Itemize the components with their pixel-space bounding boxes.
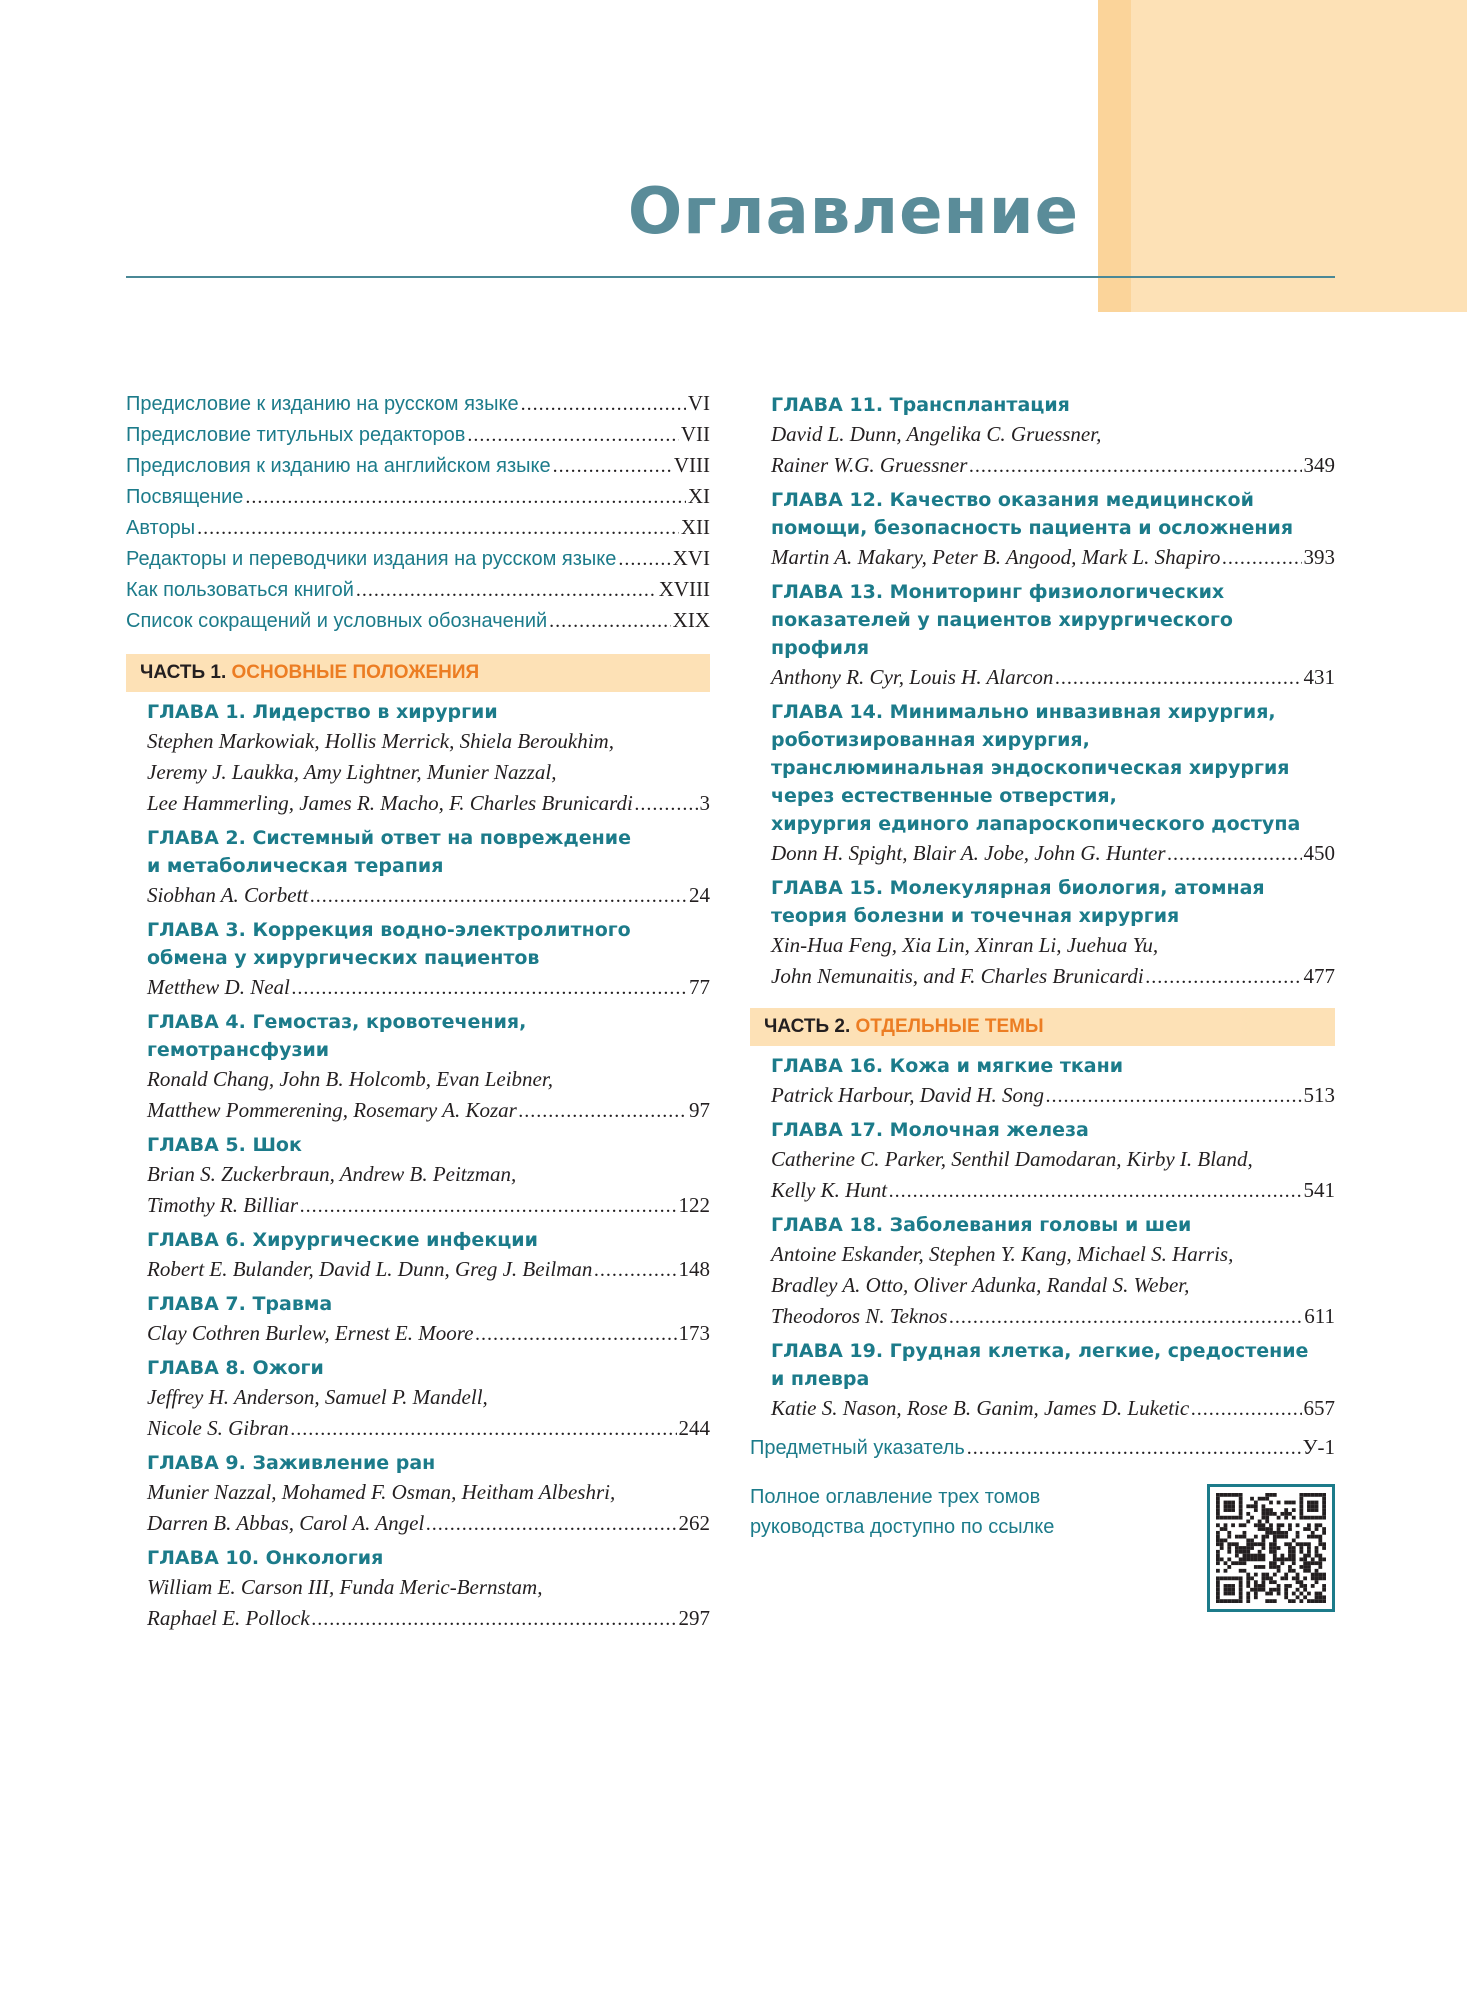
part-1-chapter-list-continued [750, 391, 1335, 993]
front-matter-list [126, 391, 710, 639]
chapter-title: ГЛАВА 12. Качество оказания медицинской помощи, безопасность пациента и осложнения [771, 489, 1294, 539]
right-column [750, 391, 1335, 1612]
chapter-authors [147, 972, 710, 1004]
chapter-title: ГЛАВА 17. Молочная железа [771, 1119, 1089, 1141]
authors-last-text: Anthony R. Cyr, Louis H. Alarcon [771, 665, 1054, 689]
chapter-page: 450 [1303, 841, 1335, 865]
chapter-title: ГЛАВА 2. Системный ответ на повреждение и метаболическая терапия [147, 827, 631, 877]
authors-last-text: Matthew Pommerening, Rosemary A. Kozar [147, 1098, 517, 1122]
chapter-page: 97 [689, 1098, 710, 1122]
subject-index-entry[interactable] [750, 1435, 1335, 1466]
chapter-authors [147, 1064, 710, 1127]
authors-last-line [147, 1190, 710, 1222]
chapter-title: ГЛАВА 10. Онкология [147, 1547, 384, 1569]
leader-dots [553, 455, 672, 478]
qr-note: Полное оглавление трех томов руководства доступно по ссылке [750, 1486, 1055, 1538]
leader-dots [300, 1191, 676, 1222]
authors-lines: Catherine C. Parker, Senthil Damodaran, Kirby I. Bland, [771, 1147, 1253, 1171]
front-matter-page: XIX [672, 608, 710, 632]
leader-dots [967, 1437, 1301, 1460]
authors-last-line [771, 838, 1335, 870]
front-matter-entry[interactable] [126, 515, 710, 546]
chapter-entry[interactable] [771, 1116, 1335, 1207]
part-1-name: ОСНОВНЫЕ ПОЛОЖЕНИЯ [231, 662, 480, 683]
chapter-entry[interactable] [147, 824, 710, 912]
qr-code[interactable] [1207, 1484, 1335, 1612]
authors-last-line [771, 1301, 1335, 1333]
authors-last-text: Patrick Harbour, David H. Song [771, 1083, 1044, 1107]
leader-dots [245, 486, 685, 509]
chapter-title: ГЛАВА 1. Лидерство в хирургии [147, 701, 498, 723]
index-label: Предметный указатель [750, 1437, 965, 1459]
chapter-page: 24 [689, 883, 710, 907]
authors-last-text: Nicole S. Gibran [147, 1416, 289, 1440]
page-title: Оглавление [627, 175, 1079, 249]
chapter-page: 173 [678, 1321, 710, 1345]
leader-dots [889, 1176, 1301, 1207]
chapter-entry[interactable] [147, 916, 710, 1004]
chapter-page: 297 [678, 1606, 710, 1630]
chapter-title: ГЛАВА 9. Заживление ран [147, 1452, 436, 1474]
authors-last-line [771, 1080, 1335, 1112]
chapter-entry[interactable] [771, 578, 1335, 694]
chapter-authors [147, 1477, 710, 1540]
chapter-authors [771, 1239, 1335, 1333]
chapter-title: ГЛАВА 14. Минимально инвазивная хирургия, роботизированная хирургия, транслюминальная эндоскопическая хирургия через естественные отверстия, хирургия единого лапароскопического доступа [771, 701, 1301, 835]
chapter-page: 122 [678, 1193, 710, 1217]
chapter-page: 513 [1303, 1083, 1335, 1107]
chapter-authors [771, 1393, 1335, 1425]
authors-last-text: John Nemunaitis, and F. Charles Brunicardi [771, 964, 1144, 988]
chapter-title: ГЛАВА 11. Трансплантация [771, 394, 1070, 416]
chapter-authors [771, 1144, 1335, 1207]
front-matter-label: Как пользоваться книгой [126, 579, 354, 601]
chapter-authors [147, 1318, 710, 1350]
authors-lines: Jeffrey H. Anderson, Samuel P. Mandell, [147, 1385, 488, 1409]
authors-last-text: Rainer W.G. Gruessner [771, 453, 968, 477]
authors-last-text: Katie S. Nason, Rose B. Ganim, James D. Luketic [771, 1396, 1190, 1420]
front-matter-label: Редакторы и переводчики издания на русском языке [126, 548, 617, 570]
chapter-entry[interactable] [147, 1008, 710, 1127]
front-matter-page: XVI [672, 546, 710, 570]
authors-last-text: Metthew D. Neal [147, 975, 290, 999]
leader-dots [1222, 543, 1301, 574]
chapter-authors [147, 1572, 710, 1635]
authors-last-line [771, 450, 1335, 482]
chapter-entry[interactable] [147, 1449, 710, 1540]
authors-last-text: Raphael E. Pollock [147, 1606, 310, 1630]
front-matter-page: XI [687, 484, 710, 508]
chapter-page: 611 [1304, 1304, 1335, 1328]
chapter-entry[interactable] [147, 1226, 710, 1286]
qr-section [750, 1480, 1335, 1612]
chapter-title: ГЛАВА 16. Кожа и мягкие ткани [771, 1055, 1124, 1077]
authors-last-text: Theodoros N. Teknos [771, 1304, 948, 1328]
chapter-title: ГЛАВА 5. Шок [147, 1134, 302, 1156]
authors-last-text: Timothy R. Billiar [147, 1193, 299, 1217]
front-matter-label: Предисловия к изданию на английском языке [126, 455, 551, 477]
chapter-entry[interactable] [147, 1354, 710, 1445]
chapter-authors [147, 880, 710, 912]
chapter-authors [771, 662, 1335, 694]
chapter-entry[interactable] [147, 1131, 710, 1222]
leader-dots [475, 1319, 676, 1350]
front-matter-entry[interactable] [126, 484, 710, 515]
authors-last-text: Clay Cothren Burlew, Ernest E. Moore [147, 1321, 474, 1345]
leader-dots [1146, 962, 1302, 993]
chapter-entry[interactable] [771, 1337, 1335, 1425]
qr-code-icon [1216, 1493, 1326, 1603]
authors-last-text: Donn H. Spight, Blair A. Jobe, John G. Hunter [771, 841, 1166, 865]
chapter-title: ГЛАВА 19. Грудная клетка, легкие, средостение и плевра [771, 1340, 1309, 1390]
chapter-authors [147, 726, 710, 820]
chapter-authors [771, 838, 1335, 870]
authors-last-text: Darren B. Abbas, Carol A. Angel [147, 1511, 425, 1535]
front-matter-entry[interactable] [126, 577, 710, 608]
authors-lines: Munier Nazzal, Mohamed F. Osman, Heitham Albeshri, [147, 1480, 616, 1504]
part-2-label: ЧАСТЬ 2. [764, 1016, 851, 1037]
leader-dots [1168, 839, 1302, 870]
chapter-title: ГЛАВА 13. Мониторинг физиологических показателей у пациентов хирургического профиля [771, 581, 1233, 659]
leader-dots [291, 1414, 677, 1445]
authors-lines: William E. Carson III, Funda Meric-Bernstam, [147, 1575, 543, 1599]
front-matter-entry[interactable] [126, 453, 710, 484]
chapter-entry[interactable] [771, 1052, 1335, 1112]
leader-dots [549, 610, 671, 633]
front-matter-label: Авторы [126, 517, 196, 539]
front-matter-page: XVIII [658, 577, 710, 601]
authors-lines: Xin-Hua Feng, Xia Lin, Xinran Li, Juehua Yu, [771, 933, 1159, 957]
authors-lines: Brian S. Zuckerbraun, Andrew B. Peitzman, [147, 1162, 517, 1186]
authors-lines: David L. Dunn, Angelika C. Gruessner, [771, 422, 1102, 446]
leader-dots [1046, 1081, 1302, 1112]
authors-last-line [771, 1175, 1335, 1207]
index-page: У-1 [1302, 1435, 1335, 1459]
chapter-entry[interactable] [771, 698, 1335, 870]
leader-dots [1191, 1394, 1301, 1425]
authors-last-text: Siobhan A. Corbett [147, 883, 309, 907]
front-matter-entry[interactable] [126, 546, 710, 577]
front-matter-page: VII [680, 422, 710, 446]
authors-lines: Stephen Markowiak, Hollis Merrick, Shiela Beroukhim, Jeremy J. Laukka, Amy Lightner, Munier Nazzal, [147, 729, 614, 784]
chapter-title: ГЛАВА 8. Ожоги [147, 1357, 324, 1379]
authors-last-text: Robert E. Bulander, David L. Dunn, Greg J. Beilman [147, 1257, 593, 1281]
chapter-authors [147, 1159, 710, 1222]
part-2-chapter-list [750, 1052, 1335, 1425]
chapter-entry[interactable] [771, 486, 1335, 574]
authors-last-line [147, 1413, 710, 1445]
leader-dots [356, 579, 657, 602]
front-matter-label: Предисловие титульных редакторов [126, 424, 466, 446]
authors-last-line [147, 788, 710, 820]
front-matter-entry[interactable] [126, 608, 710, 639]
chapter-page: 3 [699, 791, 710, 815]
part-2-header [750, 1008, 1335, 1046]
chapter-entry[interactable] [771, 1211, 1335, 1333]
part-1-chapter-list [126, 698, 710, 1635]
chapter-page: 349 [1303, 453, 1335, 477]
chapter-page: 244 [678, 1416, 710, 1440]
authors-lines: Antoine Eskander, Stephen Y. Kang, Michael S. Harris, Bradley A. Otto, Oliver Adunka, Randal S. Weber, [771, 1242, 1234, 1297]
authors-last-line [147, 1254, 710, 1286]
authors-last-line [147, 1603, 710, 1635]
front-matter-entry[interactable] [126, 391, 710, 422]
chapter-entry[interactable] [147, 1544, 710, 1635]
authors-last-line [147, 1318, 710, 1350]
chapter-page: 77 [689, 975, 710, 999]
authors-last-line [771, 1393, 1335, 1425]
leader-dots [969, 451, 1301, 482]
leader-dots [519, 1096, 687, 1127]
chapter-entry[interactable] [147, 1290, 710, 1350]
chapter-authors [147, 1254, 710, 1286]
part-2-name: ОТДЕЛЬНЫЕ ТЕМЫ [855, 1016, 1044, 1037]
chapter-title: ГЛАВА 15. Молекулярная биология, атомная теория болезни и точечная хирургия [771, 877, 1265, 927]
authors-last-line [771, 961, 1335, 993]
chapter-authors [147, 1382, 710, 1445]
leader-dots [521, 393, 686, 416]
authors-last-line [147, 1095, 710, 1127]
authors-last-line [771, 662, 1335, 694]
front-matter-page: VI [687, 391, 710, 415]
leader-dots [426, 1509, 676, 1540]
front-matter-page: XII [680, 515, 710, 539]
chapter-authors [771, 419, 1335, 482]
leader-dots [197, 517, 679, 540]
chapter-authors [771, 542, 1335, 574]
front-matter-label: Список сокращений и условных обозначений [126, 610, 548, 632]
leader-dots [467, 424, 678, 447]
leader-dots [594, 1255, 676, 1286]
leader-dots [292, 973, 687, 1004]
chapter-page: 657 [1303, 1396, 1335, 1420]
left-column [126, 391, 710, 1639]
chapter-entry[interactable] [771, 874, 1335, 993]
leader-dots [635, 789, 698, 820]
chapter-title: ГЛАВА 7. Травма [147, 1293, 333, 1315]
corner-decoration [1098, 0, 1467, 312]
chapter-title: ГЛАВА 18. Заболевания головы и шеи [771, 1214, 1192, 1236]
front-matter-page: VIII [673, 453, 710, 477]
chapter-title: ГЛАВА 3. Коррекция водно-электролитного обмена у хирургических пациентов [147, 919, 631, 969]
chapter-authors [771, 1080, 1335, 1112]
front-matter-label: Предисловие к изданию на русском языке [126, 393, 519, 415]
leader-dots [618, 548, 670, 571]
chapter-title: ГЛАВА 4. Гемостаз, кровотечения, гемотрансфузии [147, 1011, 527, 1061]
part-1-header [126, 654, 710, 692]
leader-dots [310, 881, 687, 912]
chapter-page: 262 [678, 1511, 710, 1535]
authors-last-text: Lee Hammerling, James R. Macho, F. Charles Brunicardi [147, 791, 633, 815]
chapter-entry[interactable] [147, 698, 710, 820]
chapter-page: 148 [678, 1257, 710, 1281]
authors-last-line [147, 1508, 710, 1540]
chapter-page: 393 [1303, 545, 1335, 569]
part-1-label: ЧАСТЬ 1. [140, 662, 227, 683]
front-matter-entry[interactable] [126, 422, 710, 453]
chapter-entry[interactable] [771, 391, 1335, 482]
title-divider [126, 276, 1335, 278]
authors-last-text: Martin A. Makary, Peter B. Angood, Mark L. Shapiro [771, 545, 1221, 569]
corner-decoration-stripe [1098, 0, 1131, 312]
leader-dots [1055, 663, 1301, 694]
chapter-authors [771, 930, 1335, 993]
leader-dots [312, 1604, 677, 1635]
chapter-page: 541 [1303, 1178, 1335, 1202]
authors-last-text: Kelly K. Hunt [771, 1178, 888, 1202]
authors-last-line [147, 880, 710, 912]
chapter-page: 477 [1303, 964, 1335, 988]
authors-lines: Ronald Chang, John B. Holcomb, Evan Leibner, [147, 1067, 553, 1091]
authors-last-line [147, 972, 710, 1004]
chapter-page: 431 [1303, 665, 1335, 689]
authors-last-line [771, 542, 1335, 574]
leader-dots [949, 1302, 1302, 1333]
chapter-title: ГЛАВА 6. Хирургические инфекции [147, 1229, 538, 1251]
front-matter-label: Посвящение [126, 486, 244, 508]
